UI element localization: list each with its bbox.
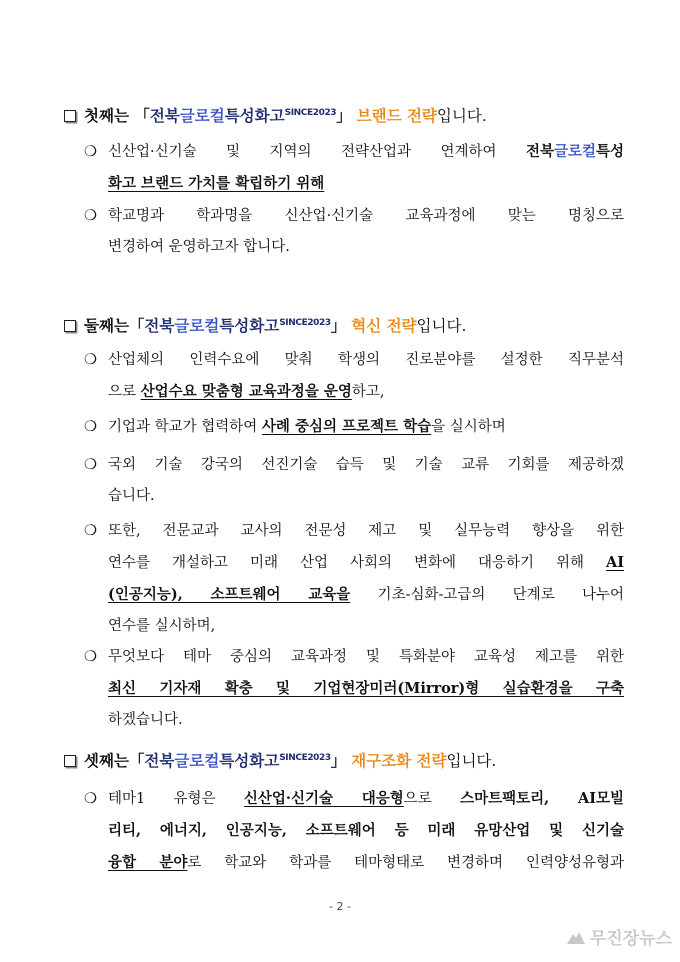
item-text: 무엇보다 테마 중심의 교육과정 및 특화분야 교육성 제고를 위한 [108,649,624,665]
list-item [84,516,624,642]
watermark-text: 무진장뉴스 [589,929,672,949]
item-bold: 스마트팩토리, AI모빌 [460,790,625,807]
brand-glocal: 글로컬 [174,752,220,770]
item-text: 하겠습니다. [108,712,183,728]
section-heading-2 [64,313,466,336]
heading-bracket: 」 [330,752,347,770]
list-item [84,136,624,200]
item-underlined: 화고 브랜드 가치를 확립하기 위해 [108,175,325,192]
bullet-icon: ❍ [84,419,97,435]
section-heading-3 [64,748,496,771]
item-brand-glocal: 글로컬 [553,143,596,160]
brand-school: 특성화고 [219,317,280,335]
item-text: 변경하여 운영하고자 합니다. [108,239,290,255]
heading-topic: 브랜드 전략 [356,107,437,125]
list-item [84,201,624,263]
heading-topic: 재구조화 전략 [351,752,447,770]
heading-lead: 둘째는「 [84,317,145,335]
heading-tail: 입니다. [436,107,487,125]
since-label: SINCE2023 [279,318,331,328]
heading-topic: 혁신 전략 [351,317,417,335]
heading-bracket: 」 [336,107,352,125]
heading-tail: 입니다. [446,752,497,770]
item-underlined: AI [605,554,624,571]
bullet-icon: ❍ [84,144,97,160]
item-bold: 리티, 에너지, 인공지능, 소프트웨어 등 미래 유망산업 및 신기술 [108,822,624,839]
item-text: 국외 기술 강국의 선진기술 습득 및 기술 교류 기회를 제공하겠 [108,457,624,473]
item-brand: 전북 [525,143,554,160]
heading-bracket: 」 [330,317,347,335]
item-text: 하고, [351,384,385,400]
list-item [84,345,624,408]
item-underlined: 신산업·신기술 대응형 [243,790,404,807]
bullet-icon: ❍ [84,457,97,473]
brand-school: 특성화고 [224,107,285,125]
item-text: 학교명과 학과명을 신산업·신기술 교육과정에 맞는 명칭으로 [108,208,624,224]
checkbox-square-icon [64,110,76,122]
heading-lead: 셋째는「 [84,752,145,770]
list-item [84,450,624,512]
item-text: 기초-심화-고급의 단계로 나누어 [350,587,624,603]
section-heading-1 [64,103,487,126]
checkbox-square-icon [64,755,76,767]
list-item [84,642,624,736]
brand-jeonbuk: 전북 [144,317,175,335]
item-text: 신산업·신기술 및 지역의 전략산업과 연계하여 [108,144,526,160]
list-item [84,783,624,879]
page-number: - 2 - [329,900,351,913]
item-text: 연수를 실시하며, [108,618,216,634]
item-underlined: 산업수요 맞춤형 교육과정을 운영 [140,383,352,400]
brand-jeonbuk: 전북 [149,107,180,125]
watermark-logo [566,924,672,949]
bullet-icon: ❍ [84,649,97,665]
item-text: 연수를 개설하고 미래 산업 사회의 변화에 대응하기 위해 [108,555,606,571]
bullet-icon: ❍ [84,791,97,807]
item-text: 기업과 학교가 협력하여 [108,419,262,435]
item-brand: 특성 [595,143,624,160]
bullet-icon: ❍ [84,352,97,368]
item-text: 을 실시하며 [431,419,506,435]
brand-glocal: 글로컬 [174,317,220,335]
item-text: 산업체의 인력수요에 맞춰 학생의 진로분야를 설정한 직무분석 [108,352,624,368]
item-text: 으로 [403,791,461,807]
item-underlined: 사례 중심의 프로젝트 학습 [261,418,432,435]
since-label: SINCE2023 [279,753,331,763]
item-text: 으로 [108,384,141,400]
heading-lead: 첫째는 「 [84,107,150,125]
item-text: 또한, 전문교과 교사의 전문성 제고 및 실무능력 향상을 위한 [108,523,624,539]
mountain-icon [566,929,586,945]
heading-tail: 입니다. [416,317,467,335]
bullet-icon: ❍ [84,208,97,224]
item-text: 테마1 유형은 [108,791,244,807]
list-item [84,411,624,443]
bullet-icon: ❍ [84,523,97,539]
item-text: 로 학교와 학과를 테마형태로 변경하며 인력양성유형과 [187,855,624,871]
checkbox-square-icon [64,320,76,332]
since-label: SINCE2023 [284,108,337,118]
item-text: 습니다. [108,488,155,504]
brand-jeonbuk: 전북 [144,752,175,770]
item-underlined: (인공지능), 소프트웨어 교육을 [108,586,351,603]
item-underlined: 최신 기자재 확충 및 기업현장미러(Mirror)형 실습환경을 구축 [108,680,624,697]
brand-glocal: 글로컬 [179,107,225,125]
brand-school: 특성화고 [219,752,280,770]
item-underlined: 융합 분야 [108,854,188,871]
